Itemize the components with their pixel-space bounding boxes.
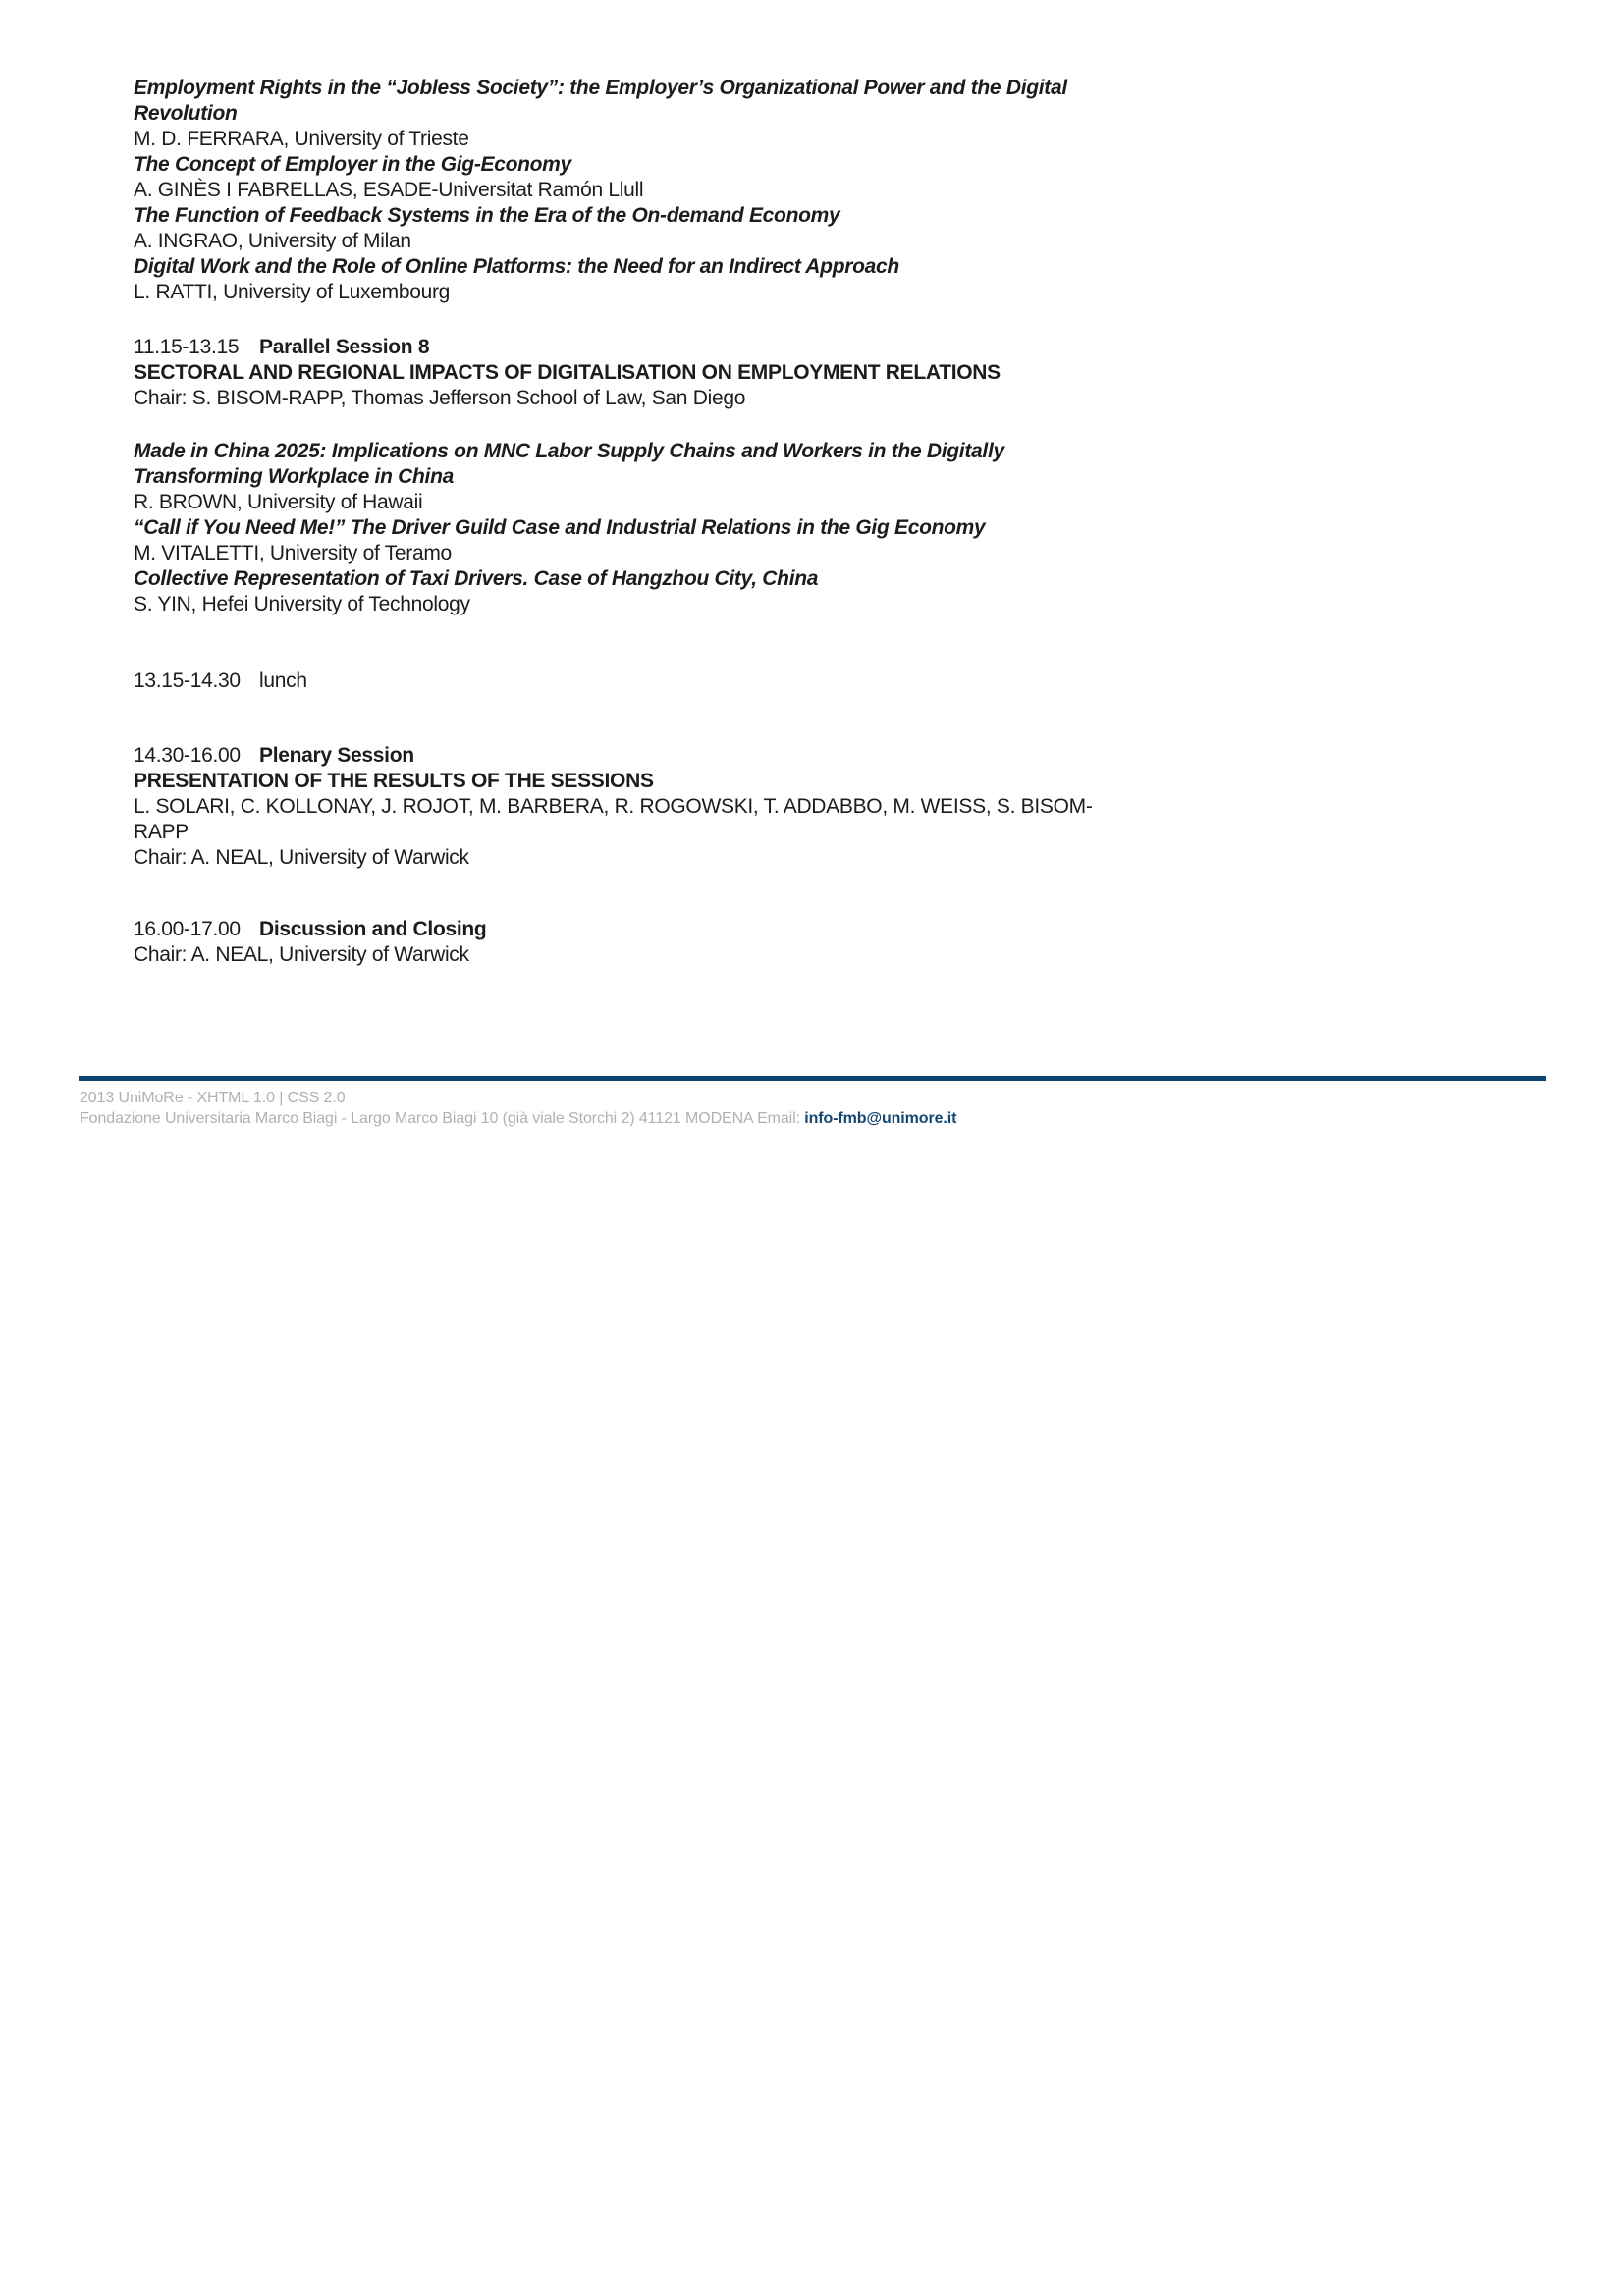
- paper-author: M. VITALETTI, University of Teramo: [134, 542, 452, 564]
- plenary-speakers-line: L. SOLARI, C. KOLLONAY, J. ROJOT, M. BARBERA, R. ROGOWSKI, T. ADDABBO, M. WEISS, S. BISOM-: [134, 795, 1093, 818]
- session-label: Parallel Session 8: [259, 336, 430, 358]
- lunch-block: [134, 668, 1214, 694]
- paper-author: L. RATTI, University of Luxembourg: [134, 281, 451, 303]
- closing-block: [134, 917, 1214, 968]
- paper-author: S. YIN, Hefei University of Technology: [134, 593, 470, 615]
- paper-title-line: The Function of Feedback Systems in the Era of the On-demand Economy: [134, 204, 840, 227]
- paper-title-line: Digital Work and the Role of Online Platforms: the Need for an Indirect Approach: [134, 255, 899, 278]
- paper-author: A. INGRAO, University of Milan: [134, 230, 411, 252]
- session-time: 16.00-17.00: [134, 918, 241, 940]
- session-label: lunch: [259, 669, 307, 692]
- session-chair: Chair: S. BISOM-RAPP, Thomas Jefferson School of Law, San Diego: [134, 387, 746, 409]
- papers-block-top: [134, 76, 1214, 305]
- paper-author: M. D. FERRARA, University of Trieste: [134, 128, 469, 150]
- session8-header: [134, 335, 1214, 411]
- page-footer: [80, 1088, 1454, 1129]
- paper-title-line: Collective Representation of Taxi Drivers. Case of Hangzhou City, China: [134, 567, 819, 590]
- paper-title-line: Made in China 2025: Implications on MNC Labor Supply Chains and Workers in the Digitally: [134, 440, 1004, 462]
- lunch-time-line: [134, 668, 1214, 694]
- session8-papers: [134, 439, 1214, 617]
- paper-author: A. GINÈS I FABRELLAS, ESADE-Universitat Ramón Llull: [134, 179, 644, 201]
- footer-divider: [79, 1076, 1546, 1081]
- session-label: Plenary Session: [259, 744, 414, 767]
- paper-title-line: The Concept of Employer in the Gig-Economy: [134, 153, 571, 176]
- paper-title-line: Employment Rights in the “Jobless Society”: the Employer’s Organizational Power and the Digital: [134, 77, 1067, 99]
- footer-address: Fondazione Universitaria Marco Biagi - Largo Marco Biagi 10 (già viale Storchi 2) 41121 MODENA Email:: [80, 1110, 805, 1127]
- email-link[interactable]: info-fmb@unimore.it: [804, 1110, 957, 1127]
- closing-time-line: [134, 917, 1214, 942]
- plenary-time-line: [134, 743, 1214, 769]
- session-label: Discussion and Closing: [259, 918, 487, 940]
- paper-title-line: “Call if You Need Me!” The Driver Guild Case and Industrial Relations in the Gig Economy: [134, 516, 986, 539]
- session8-time-line: [134, 335, 1214, 360]
- plenary-block: [134, 743, 1214, 871]
- session-chair: Chair: A. NEAL, University of Warwick: [134, 943, 469, 966]
- footer-credits: 2013 UniMoRe - XHTML 1.0 | CSS 2.0: [80, 1090, 346, 1106]
- session-time: 11.15-13.15: [134, 336, 240, 358]
- session-chair: Chair: A. NEAL, University of Warwick: [134, 846, 469, 869]
- paper-title-line: Transforming Workplace in China: [134, 465, 454, 488]
- session-heading: SECTORAL AND REGIONAL IMPACTS OF DIGITALISATION ON EMPLOYMENT RELATIONS: [134, 361, 1001, 384]
- plenary-speakers-line: RAPP: [134, 821, 189, 843]
- session-heading: PRESENTATION OF THE RESULTS OF THE SESSIONS: [134, 770, 654, 792]
- footer-address-line: [80, 1108, 1454, 1129]
- session-time: 13.15-14.30: [134, 669, 241, 692]
- session-time: 14.30-16.00: [134, 744, 241, 767]
- paper-author: R. BROWN, University of Hawaii: [134, 491, 423, 513]
- program-content: [134, 76, 1214, 968]
- paper-title-line: Revolution: [134, 102, 238, 125]
